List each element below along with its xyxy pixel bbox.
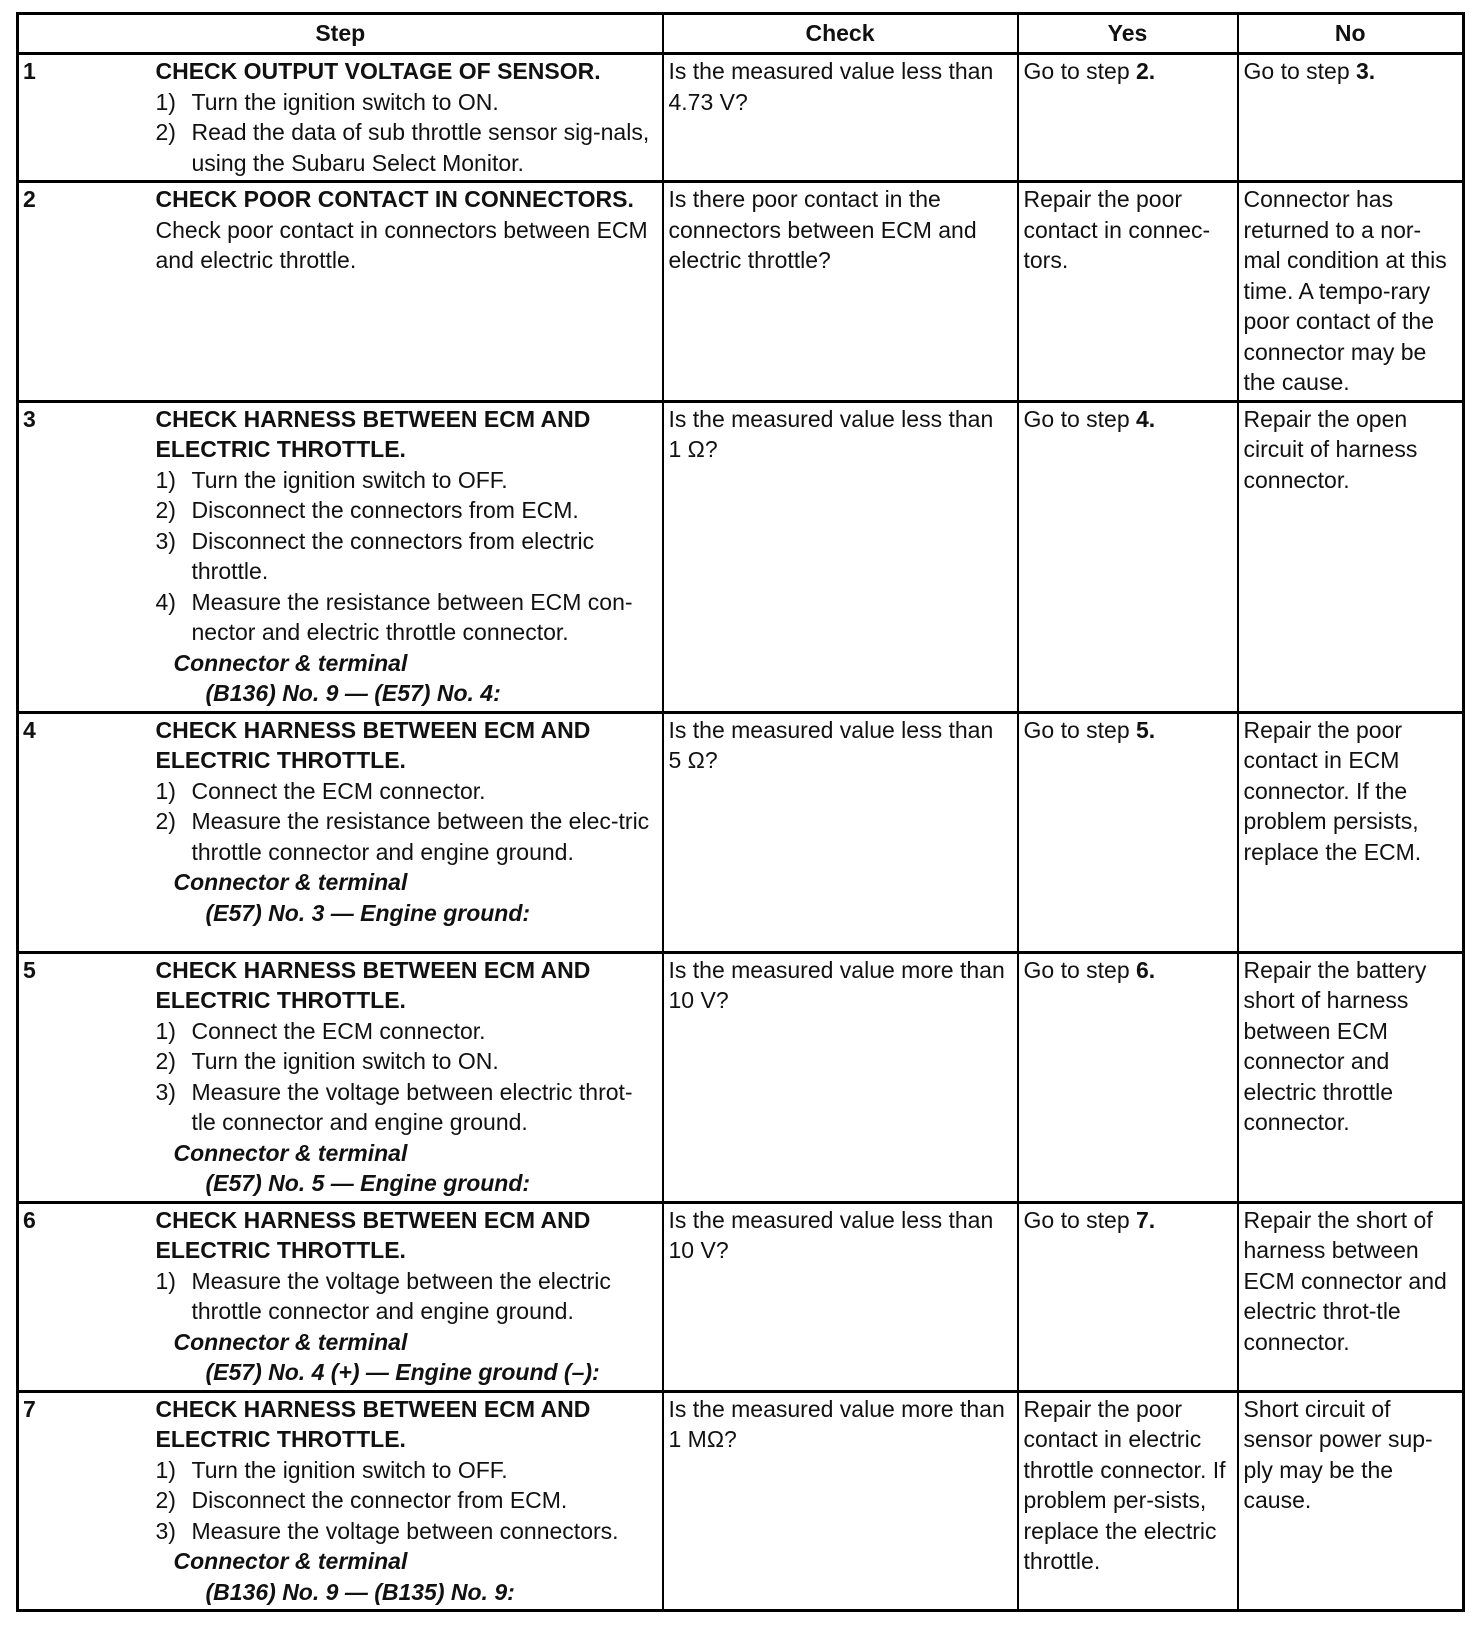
yes-cell: [1018, 54, 1238, 182]
step-description: Check poor contact in connectors between ECM and electric throttle.: [155, 216, 648, 273]
table-row: [18, 401, 1464, 712]
no-text: Go to step: [1243, 58, 1357, 84]
substep: [156, 1485, 656, 1516]
substep-number: 4): [155, 588, 176, 615]
step-title: CHECK OUTPUT VOLTAGE OF SENSOR.: [155, 58, 601, 84]
substep: [156, 495, 656, 526]
step-number: 3: [18, 401, 138, 712]
yes-cell: [1018, 952, 1238, 1202]
check-cell: Is the measured value less than 5 Ω?: [663, 712, 1018, 952]
substep: [156, 87, 656, 118]
yes-cell: [1018, 182, 1238, 402]
substep-text: Turn the ignition switch to OFF.: [191, 466, 508, 493]
substep-number: 1): [155, 466, 176, 493]
substep-text: Measure the resistance between the elec-tric throttle connector and engine ground.: [191, 808, 650, 865]
yes-text: Go to step: [1023, 716, 1137, 743]
no-text: Short circuit of sensor power sup-ply may be the cause.: [1243, 1395, 1433, 1513]
connector-terminal-value: (E57) No. 4 (+) — Engine ground (–):: [205, 1359, 600, 1385]
check-cell: Is the measured value less than 4.73 V?: [663, 54, 1018, 182]
step-title: CHECK HARNESS BETWEEN ECM AND ELECTRIC THROTTLE.: [155, 1206, 591, 1263]
step-cell: [138, 54, 663, 182]
step-number: 6: [18, 1202, 138, 1391]
connector-terminal-label: Connector & terminal: [173, 1328, 408, 1355]
no-cell: [1238, 401, 1464, 712]
substep-text: Disconnect the connectors from ECM.: [191, 497, 579, 523]
step-title: CHECK HARNESS BETWEEN ECM AND ELECTRIC THROTTLE.: [155, 956, 591, 1013]
yes-text: Go to step: [1023, 1206, 1137, 1233]
substep-number: 1): [155, 777, 176, 804]
no-text: Repair the open circuit of harness connector.: [1243, 405, 1418, 493]
substep-number: 2): [155, 808, 176, 834]
connector-terminal-label: Connector & terminal: [173, 1548, 408, 1574]
substep-number: 2): [155, 1048, 176, 1074]
substep: [156, 117, 656, 178]
yes-cell: [1018, 1202, 1238, 1391]
step-cell: [138, 1202, 663, 1391]
substep-text: Measure the voltage between electric throt-tle connector and engine ground.: [191, 1078, 633, 1135]
substep-number: 3): [155, 1078, 176, 1105]
step-cell: [138, 1391, 663, 1611]
substep-text: Read the data of sub throttle sensor sig-nals, using the Subaru Select Monitor.: [191, 119, 650, 176]
no-text: Connector has returned to a nor-mal condition at this time. A tempo-rary poor contact of the connector may be the cause.: [1243, 186, 1447, 395]
yes-step-ref: 4.: [1136, 405, 1156, 432]
header-step: Step: [18, 14, 663, 54]
step-number: 5: [18, 952, 138, 1202]
connector-terminal-value: (B136) No. 9 — (B135) No. 9:: [205, 1578, 515, 1605]
substep-text: Turn the ignition switch to ON.: [191, 88, 499, 115]
substep: [156, 1077, 656, 1138]
yes-text: Repair the poor contact in connec-tors.: [1023, 186, 1211, 273]
step-title: CHECK POOR CONTACT IN CONNECTORS.: [155, 186, 634, 212]
substep-text: Measure the resistance between ECM con-nector and electric throttle connector.: [191, 588, 633, 645]
check-cell: Is there poor contact in the connectors between ECM and electric throttle?: [663, 182, 1018, 402]
step-title: CHECK HARNESS BETWEEN ECM AND ELECTRIC THROTTLE.: [155, 716, 591, 773]
substep-number: 3): [155, 527, 176, 554]
step-cell: [138, 712, 663, 952]
check-cell: Is the measured value more than 10 V?: [663, 952, 1018, 1202]
connector-terminal-value: (E57) No. 3 — Engine ground:: [205, 899, 531, 926]
substep-number: 2): [155, 497, 176, 523]
page: [16, 12, 1462, 1612]
substep: [156, 1266, 656, 1327]
substep-text: Disconnect the connector from ECM.: [191, 1487, 568, 1513]
yes-text: Go to step: [1023, 956, 1137, 983]
connector-terminal-label: Connector & terminal: [173, 1139, 408, 1166]
yes-step-ref: 2.: [1136, 58, 1156, 84]
no-cell: [1238, 182, 1464, 402]
connector-terminal-label: Connector & terminal: [173, 649, 408, 676]
substep-number: 1): [155, 1456, 176, 1483]
step-title: CHECK HARNESS BETWEEN ECM AND ELECTRIC THROTTLE.: [155, 405, 591, 462]
table-row: [18, 182, 1464, 402]
yes-step-ref: 5.: [1136, 716, 1156, 743]
substep: [156, 1046, 656, 1077]
diagnostic-table: [16, 12, 1465, 1612]
table-row: [18, 1391, 1464, 1611]
connector-terminal-value: (E57) No. 5 — Engine ground:: [205, 1170, 531, 1196]
no-text: Repair the poor contact in ECM connector. If the problem persists, replace the ECM.: [1243, 716, 1422, 865]
yes-cell: [1018, 712, 1238, 952]
table-row: [18, 952, 1464, 1202]
substep: [156, 526, 656, 587]
no-cell: [1238, 952, 1464, 1202]
substep-text: Connect the ECM connector.: [191, 777, 486, 804]
substep: [156, 465, 656, 496]
substep-number: 1): [155, 1267, 176, 1294]
substep: [156, 1516, 656, 1547]
substep-text: Connect the ECM connector.: [191, 1017, 486, 1044]
step-number: 7: [18, 1391, 138, 1611]
substep: [156, 776, 656, 807]
step-number: 2: [18, 182, 138, 402]
yes-cell: [1018, 401, 1238, 712]
no-text: Repair the short of harness between ECM connector and electric throt-tle connector.: [1243, 1206, 1447, 1355]
table-row: [18, 54, 1464, 182]
substep-number: 1): [155, 88, 176, 115]
check-cell: Is the measured value more than 1 MΩ?: [663, 1391, 1018, 1611]
substep: [156, 1455, 656, 1486]
substep-text: Turn the ignition switch to OFF.: [191, 1456, 508, 1483]
table-row: [18, 1202, 1464, 1391]
check-cell: Is the measured value less than 1 Ω?: [663, 401, 1018, 712]
no-cell: [1238, 1391, 1464, 1611]
check-cell: Is the measured value less than 10 V?: [663, 1202, 1018, 1391]
substep-text: Measure the voltage between the electric throttle connector and engine ground.: [191, 1267, 611, 1324]
step-cell: [138, 182, 663, 402]
step-number: 4: [18, 712, 138, 952]
substep-number: 3): [155, 1517, 176, 1544]
step-cell: [138, 952, 663, 1202]
substep-number: 2): [155, 1487, 176, 1513]
no-step-ref: 3.: [1356, 58, 1376, 84]
substep-text: Disconnect the connectors from electric throttle.: [191, 527, 595, 584]
no-cell: [1238, 54, 1464, 182]
header-yes: Yes: [1018, 14, 1238, 54]
substep-number: 2): [155, 119, 176, 145]
yes-cell: [1018, 1391, 1238, 1611]
substep-number: 1): [155, 1017, 176, 1044]
connector-terminal-label: Connector & terminal: [173, 869, 408, 895]
header-row: [18, 14, 1464, 54]
no-cell: [1238, 1202, 1464, 1391]
table-row: [18, 712, 1464, 952]
step-cell: [138, 401, 663, 712]
step-number: 1: [18, 54, 138, 182]
yes-text: Go to step: [1023, 405, 1137, 432]
no-cell: [1238, 712, 1464, 952]
yes-text: Repair the poor contact in electric throttle connector. If problem per-sists, replace the electric throttle.: [1023, 1395, 1226, 1574]
substep: [156, 587, 656, 648]
step-title: CHECK HARNESS BETWEEN ECM AND ELECTRIC THROTTLE.: [155, 1395, 591, 1452]
yes-text: Go to step: [1023, 58, 1137, 84]
table-body: [18, 54, 1464, 1611]
substep: [156, 806, 656, 867]
header-check: Check: [663, 14, 1018, 54]
substep: [156, 1016, 656, 1047]
header-no: No: [1238, 14, 1464, 54]
connector-terminal-value: (B136) No. 9 — (E57) No. 4:: [205, 680, 501, 706]
substep-text: Measure the voltage between connectors.: [191, 1517, 619, 1544]
no-text: Repair the battery short of harness between ECM connector and electric throttle connector.: [1243, 956, 1427, 1135]
substep-text: Turn the ignition switch to ON.: [191, 1048, 499, 1074]
yes-step-ref: 6.: [1136, 956, 1156, 983]
yes-step-ref: 7.: [1136, 1206, 1156, 1233]
